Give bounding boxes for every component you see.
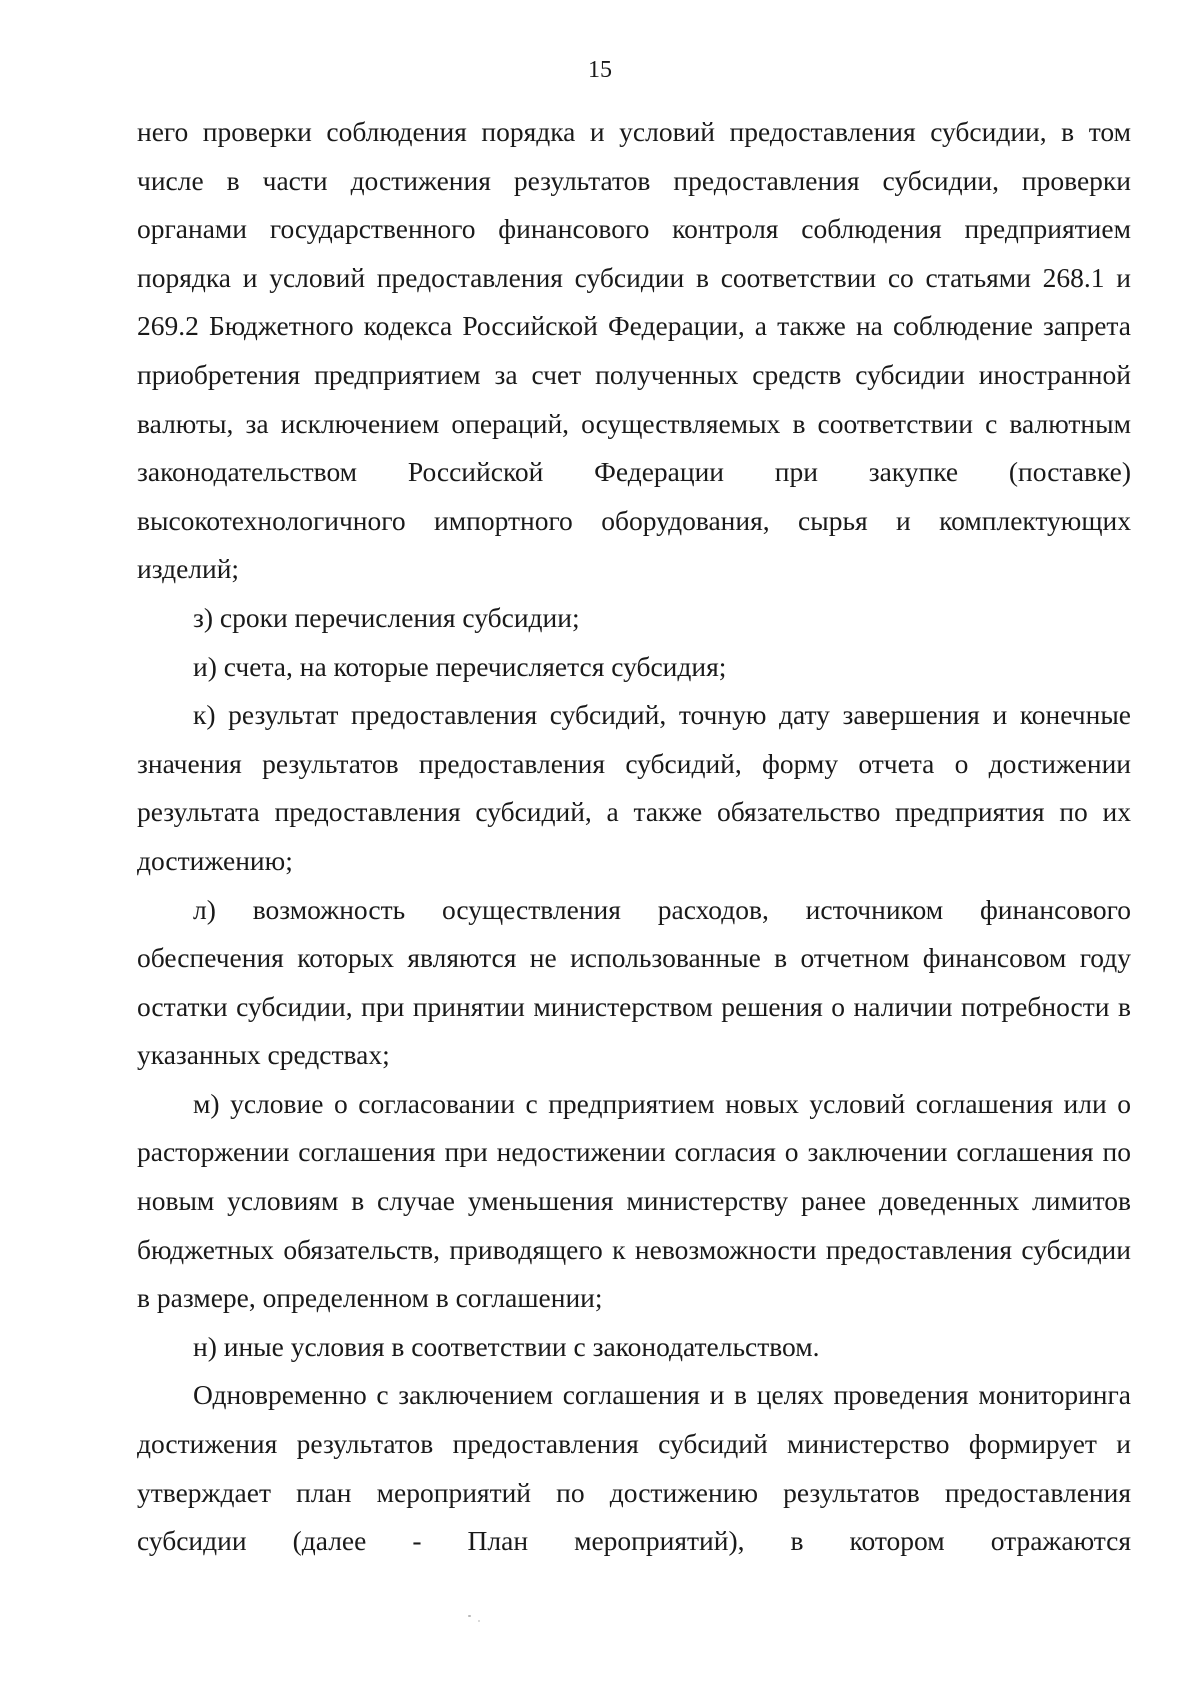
paragraph-monitoring-plan: Одновременно с заключением соглашения и в целях проведения мониторинга достижения результатов предоставления субсидий министерство формирует и утверждает план мероприятий по достижению результатов предоставления субсидии (далее - План мероприятий), в котором отражаются bbox=[137, 1379, 1131, 1557]
paragraph-item-i: и) счета, на которые перечисляется субсидия; bbox=[193, 650, 727, 682]
paragraph-item-z: з) сроки перечисления субсидии; bbox=[193, 601, 580, 633]
paragraph-item-l: л) возможность осуществления расходов, источником финансового обеспечения которых являются не использованные в отчетном финансовом году остатки субсидии, при принятии министерством решения о наличии потребности в указанных средствах; bbox=[137, 893, 1131, 1071]
paragraph-item-k: к) результат предоставления субсидий, точную дату завершения и конечные значения результатов предоставления субсидий, форму отчета о достижении результата предоставления субсидий, а также обязательство предприятия по их достижению; bbox=[137, 699, 1131, 876]
scan-speck bbox=[468, 1615, 471, 1617]
paragraph-item-m: м) условие о согласовании с предприятием новых условий соглашения или о расторжении соглашения при недостижении согласия о заключении соглашения по новым условиям в случае уменьшения министерству ранее доведенных лимитов бюджетных обязательств, приводящего к невозможности предоставления субсидии в размере, определенном в соглашении; bbox=[137, 1087, 1131, 1314]
paragraph-item-n: н) иные условия в соответствии с законодательством. bbox=[193, 1330, 820, 1362]
document-body bbox=[137, 108, 1131, 1566]
paragraph-continuation: него проверки соблюдения порядка и условий предоставления субсидии, в том числе в части достижения результатов предоставления субсидии, проверки органами государственного финансового контроля соблюдения предприятием порядка и условий предоставления субсидии в соответствии со статьями 268.1 и 269.2 Бюджетного кодекса Российской Федерации, а также на соблюдение запрета приобретения предприятием за счет полученных средств субсидии иностранной валюты, за исключением операций, осуществляемых в соответствии с валютным законодательством Российской Федерации при закупке (поставке) высокотехнологичного импортного оборудования, сырья и комплектующих изделий; bbox=[137, 116, 1131, 585]
scan-speck bbox=[478, 1620, 480, 1622]
page-number: 15 bbox=[588, 57, 612, 83]
